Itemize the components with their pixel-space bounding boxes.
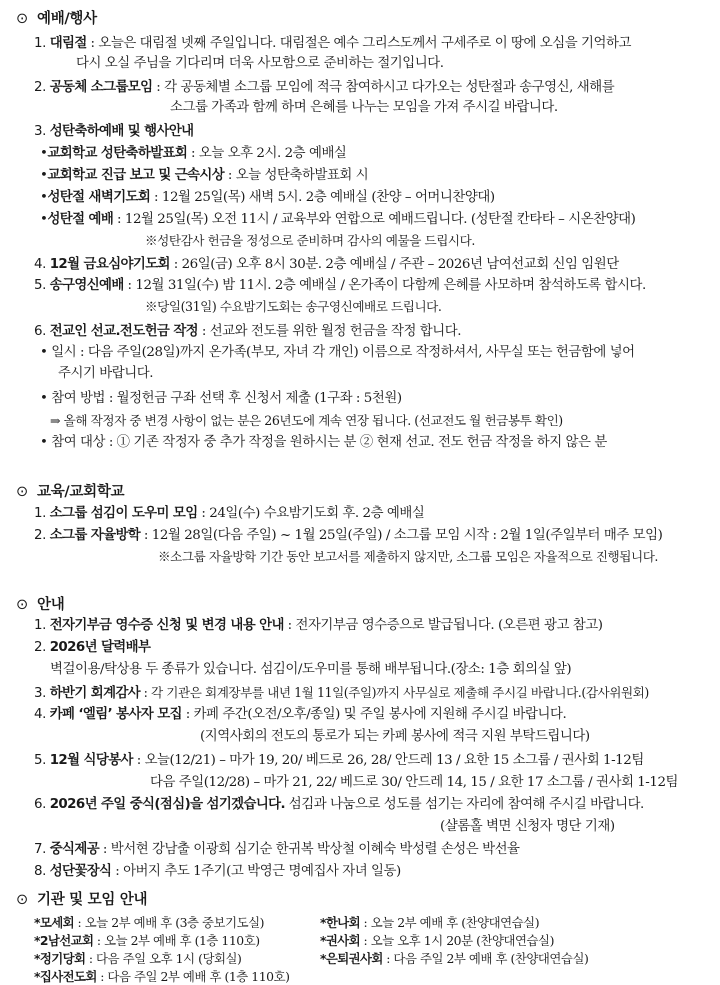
announcement-helpers-meeting: 1. 소그룹 섬김이 도우미 모임 : 24일(수) 수요밤기도회 후. 2층 예배실 bbox=[34, 506, 425, 521]
item-title: 카페 ‘엘림’ 봉사자 모집 bbox=[49, 707, 182, 722]
item-title: 소그룹 섬김이 도우미 모임 bbox=[49, 506, 198, 521]
group-break-note: ※소그룹 자율방학 기간 동안 보고서를 제출하지 않지만, 소그룹 모임은 자율적으로 진행됩니다. bbox=[158, 549, 658, 564]
section-marker-icon: ⊙ bbox=[16, 597, 28, 613]
section-marker-icon: ⊙ bbox=[16, 484, 28, 500]
item-title: 소그룹 자율방학 bbox=[49, 528, 141, 543]
group-session-meeting: *정기당회 : 다음 주일 오후 1시 (당회실) bbox=[34, 951, 242, 966]
christmas-item-presentation: •교회학교 성탄축하발표회 : 오늘 오후 2시. 2층 예배실 bbox=[40, 146, 347, 161]
item-title: 중식제공 bbox=[49, 842, 100, 857]
item-title: 송구영신예배 bbox=[49, 278, 124, 293]
section-header-education bbox=[16, 480, 124, 501]
christmas-item-dawn-prayer: •성탄절 새벽기도회 : 12월 25일(목) 새벽 5시. 2층 예배실 (찬양 – 어머니찬양대) bbox=[40, 190, 495, 205]
group-mens-mission-2: *2남선교회 : 오늘 2부 예배 후 (1층 110호) bbox=[34, 933, 260, 948]
item-title: 12월 금요심야기도회 bbox=[49, 257, 170, 272]
announcement-altar-flowers: 8. 성단꽃장식 : 아버지 추도 1주기(고 박영근 명예집사 자녀 일동) bbox=[34, 864, 401, 879]
pledge-method: • 참여 방법 : 월정헌금 구좌 선택 후 신청서 제출 (1구좌 : 5천원) bbox=[40, 391, 402, 406]
item-title: 12월 식당봉사 bbox=[49, 753, 133, 768]
announcement-audit: 3. 하반기 회계감사 : 각 기관은 회계장부를 내년 1월 11일(주일)까지 사무실로 제출해 주시길 바랍니다.(감사위원회) bbox=[34, 685, 649, 701]
item-title: 대림절 bbox=[49, 36, 87, 51]
announcement-calendar: 2. 2026년 달력배부 bbox=[34, 640, 151, 655]
announcement-cafe-volunteers: 4. 카페 ‘엘림’ 봉사자 모집 : 카페 주간(오전/오후/종일) 및 주일 봉사에 지원해 주시길 바랍니다. bbox=[34, 707, 567, 722]
kitchen-service-next-week: 다음 주일(12/28) – 마가 21, 22/ 베드로 30/ 안드레 14, 15 / 요한 17 소그룹 / 권사회 1-12팀 bbox=[150, 775, 679, 790]
pledge-renewal-note: ⇒ 올해 작정자 중 변경 사항이 없는 분은 26년도에 계속 연장 됩니다. (선교전도 월 헌금봉투 확인) bbox=[50, 413, 563, 428]
pledge-schedule-cont: 주시기 바랍니다. bbox=[58, 366, 154, 381]
section-title: 기관 및 모임 안내 bbox=[37, 892, 148, 908]
announcement-christmas-services: 3. 성탄축하예배 및 행사안내 bbox=[34, 124, 194, 139]
section-header-notices bbox=[16, 593, 64, 614]
item-title: 성단꽃장식 bbox=[49, 864, 112, 879]
item-text: : 각 공동체별 소그룹 모임에 적극 참여하시고 다가오는 성탄절과 송구영신, 새해를 bbox=[152, 80, 615, 95]
cafe-volunteers-note: (지역사회의 전도의 통로가 되는 카페 봉사에 적극 지원 부탁드립니다) bbox=[200, 729, 590, 744]
group-hannah: *한나회 : 오늘 2부 예배 후 (찬양대연습실) bbox=[320, 915, 540, 930]
section-header-groups bbox=[16, 888, 147, 909]
item-title: 2026년 달력배부 bbox=[49, 640, 151, 655]
announcement-group-break: 2. 소그룹 자율방학 : 12월 28일(다음 주일) ~ 1월 25일(주일) / 소그룹 모임 시작 : 2월 1일(주일부터 매주 모임) bbox=[34, 528, 663, 543]
item-title: 성탄축하예배 및 행사안내 bbox=[49, 124, 194, 139]
christmas-offering-note: ※성탄감사 헌금을 정성으로 준비하며 감사의 예물을 드립시다. bbox=[145, 233, 475, 248]
lunch-service-note: (샬롬홀 벽면 신청자 명단 기재) bbox=[440, 819, 615, 834]
item-title: 전교인 선교.전도헌금 작정 bbox=[49, 324, 199, 339]
announcement-new-year-eve: 5. 송구영신예배 : 12월 31일(수) 밤 11시. 2층 예배실 / 온가족이 다함께 은혜를 사모하며 참석하도록 합시다. bbox=[34, 278, 646, 293]
section-header-worship bbox=[16, 7, 97, 28]
announcement-advent-cont: 다시 오실 주님을 기다리며 더욱 사모함으로 준비하는 절기입니다. bbox=[76, 56, 444, 71]
calendar-detail: 벽걸이용/탁상용 두 종류가 있습니다. 섬김이/도우미를 통해 배부됩니다.(장소: 1층 회의실 앞) bbox=[50, 662, 572, 677]
christmas-item-promotion: •교회학교 진급 보고 및 근속시상 : 오늘 성탄축하발표회 시 bbox=[40, 168, 369, 183]
section-marker-icon: ⊙ bbox=[16, 892, 28, 908]
announcement-lunch-service: 6. 2026년 주일 중식(점심)을 섬기겠습니다. 섬김과 나눔으로 성도를 섬기는 자리에 참여해 주시길 바랍니다. bbox=[34, 797, 644, 812]
christmas-item-worship: •성탄절 예배 : 12월 25일(목) 오전 11시 / 교육부와 연합으로 예배드립니다. (성탄절 칸타타 – 시온찬양대) bbox=[40, 212, 636, 227]
item-title: 하반기 회계감사 bbox=[49, 686, 141, 701]
group-deaconesses: *권사회 : 오늘 오후 1시 20분 (찬양대연습실) bbox=[320, 933, 554, 948]
new-year-eve-note: ※당일(31일) 수요밤기도회는 송구영신예배로 드립니다. bbox=[145, 299, 442, 314]
item-title: 공동체 소그룹모임 bbox=[49, 80, 153, 95]
section-title: 안내 bbox=[37, 597, 65, 613]
group-moses: *모세회 : 오늘 2부 예배 후 (3층 중보기도실) bbox=[34, 915, 265, 930]
announcement-donation-receipt: 1. 전자기부금 영수증 신청 및 변경 내용 안내 : 전자기부금 영수증으로 발급됩니다. (오른편 광고 참고) bbox=[34, 618, 603, 633]
group-deacons-evangelism: *집사전도회 : 다음 주일 2부 예배 후 (1층 110호) bbox=[34, 969, 290, 984]
section-marker-icon: ⊙ bbox=[16, 11, 28, 27]
section-title: 예배/행사 bbox=[37, 11, 97, 27]
item-text: : 오늘은 대림절 넷째 주일입니다. 대림절은 예수 그리스도께서 구세주로 이 땅에 오심을 기억하고 bbox=[86, 36, 631, 51]
announcement-lunch-providers: 7. 중식제공 : 박서현 강남출 이광희 심기순 한귀복 박상철 이혜숙 박성렬 손성은 박선율 bbox=[34, 842, 520, 857]
item-title: 2026년 주일 중식(점심)을 섬기겠습니다. bbox=[49, 797, 285, 812]
section-title: 교육/교회학교 bbox=[37, 484, 125, 500]
announcement-mission-pledge: 6. 전교인 선교.전도헌금 작정 : 선교와 전도를 위한 월정 헌금을 작정 합니다. bbox=[34, 324, 462, 339]
item-title: 전자기부금 영수증 신청 및 변경 내용 안내 bbox=[49, 618, 284, 633]
group-retired-deaconesses: *은퇴권사회 : 다음 주일 2부 예배 후 (찬양대연습실) bbox=[320, 951, 589, 966]
announcement-friday-prayer: 4. 12월 금요심야기도회 : 26일(금) 오후 8시 30분. 2층 예배실 / 주관 – 2026년 남여선교회 신임 임원단 bbox=[34, 257, 619, 272]
pledge-eligibility: • 참여 대상 : ① 기존 작정자 중 추가 작정을 원하시는 분 ② 현재 선교. 전도 헌금 작정을 하지 않은 분 bbox=[40, 435, 607, 450]
announcement-kitchen-service: 5. 12월 식당봉사 : 오늘(12/21) – 마가 19, 20/ 베드로 26, 28/ 안드레 13 / 요한 15 소그룹 / 권사회 1-12팀 bbox=[34, 753, 644, 768]
announcement-small-groups-cont: 소그룹 가족과 함께 하며 은혜를 나누는 모임을 가져 주시길 바랍니다. bbox=[170, 100, 558, 115]
announcement-small-groups: 2. 공동체 소그룹모임 : 각 공동체별 소그룹 모임에 적극 참여하시고 다가오는 성탄절과 송구영신, 새해를 bbox=[34, 80, 615, 95]
pledge-schedule: • 일시 : 다음 주일(28일)까지 온가족(부모, 자녀 각 개인) 이름으로 작정하셔서, 사무실 또는 헌금함에 넣어 bbox=[40, 345, 635, 360]
announcement-advent: 1. 대림절 : 오늘은 대림절 넷째 주일입니다. 대림절은 예수 그리스도께서 구세주로 이 땅에 오심을 기억하고 bbox=[34, 36, 631, 51]
